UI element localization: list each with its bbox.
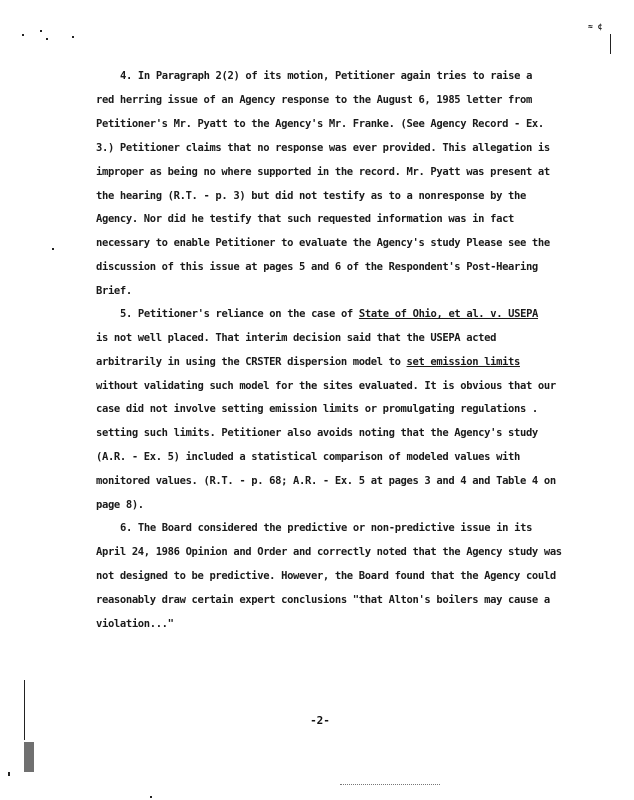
paragraph-5-line-9: page 8). bbox=[96, 499, 144, 511]
emphasis-set-emission-limits: set emission limits bbox=[406, 356, 520, 368]
right-edge-tick bbox=[610, 34, 611, 54]
scan-speck bbox=[22, 34, 24, 36]
paragraph-5-line-1 bbox=[120, 308, 580, 320]
scan-speck bbox=[150, 796, 152, 798]
paragraph-4-line-2: red herring issue of an Agency response to the August 6, 1985 letter from bbox=[96, 94, 532, 106]
paragraph-4-line-5: improper as being no where supported in the record. Mr. Pyatt was present at bbox=[96, 166, 550, 178]
paragraph-4-line-4: 3.) Petitioner claims that no response was ever provided. This allegation is bbox=[96, 142, 550, 154]
paragraph-6-line-5: violation..." bbox=[96, 618, 174, 630]
header-mark: ≈ ¢ bbox=[588, 22, 603, 31]
paragraph-4-line-7: Agency. Nor did he testify that such requested information was in fact bbox=[96, 213, 515, 225]
paragraph-5-lead: 5. Petitioner's reliance on the case of bbox=[120, 308, 359, 320]
paragraph-4-line-9: discussion of this issue at pages 5 and 6 of the Respondent's Post-Hearing bbox=[96, 261, 538, 273]
paragraph-5-line-4: without validating such model for the sites evaluated. It is obvious that our bbox=[96, 380, 556, 392]
paragraph-5-line-8: monitored values. (R.T. - p. 68; A.R. - Ex. 5 at pages 3 and 4 and Table 4 on bbox=[96, 475, 556, 487]
paragraph-4-line-3: Petitioner's Mr. Pyatt to the Agency's Mr. Franke. (See Agency Record - Ex. bbox=[96, 118, 544, 130]
paragraph-5-line-2: is not well placed. That interim decision said that the USEPA acted bbox=[96, 332, 497, 344]
left-edge-mark bbox=[24, 742, 34, 772]
paragraph-5-line-6: setting such limits. Petitioner also avoids noting that the Agency's study bbox=[96, 427, 538, 439]
paragraph-4-line-10: Brief. bbox=[96, 285, 132, 297]
scan-speck bbox=[46, 38, 48, 40]
paragraph-6-line-2: April 24, 1986 Opinion and Order and correctly noted that the Agency study was bbox=[96, 546, 562, 558]
paragraph-5-line-3-text: arbitrarily in using the CRSTER dispersion model to bbox=[96, 356, 407, 368]
paragraph-4-line-6: the hearing (R.T. - p. 3) but did not testify as to a nonresponse by the bbox=[96, 190, 526, 202]
paragraph-4-line-8: necessary to enable Petitioner to evaluate the Agency's study Please see the bbox=[96, 237, 550, 249]
scan-speck bbox=[40, 30, 42, 32]
page-number: -2- bbox=[310, 714, 330, 727]
paragraph-5-line-3 bbox=[96, 356, 556, 368]
paragraph-6-line-4: reasonably draw certain expert conclusions "that Alton's boilers may cause a bbox=[96, 594, 550, 606]
paragraph-5-line-7: (A.R. - Ex. 5) included a statistical comparison of modeled values with bbox=[96, 451, 520, 463]
case-citation: State of Ohio, et al. v. USEPA bbox=[358, 308, 539, 320]
paragraph-6-line-3: not designed to be predictive. However, the Board found that the Agency could bbox=[96, 570, 556, 582]
scan-speck bbox=[72, 36, 74, 38]
left-edge-tick bbox=[24, 680, 25, 740]
scan-speck bbox=[8, 772, 10, 776]
scan-speck bbox=[52, 248, 54, 250]
paragraph-5-line-5: case did not involve setting emission limits or promulgating regulations . bbox=[96, 403, 538, 415]
bottom-scan-dots bbox=[340, 784, 440, 785]
paragraph-6-line-1: 6. The Board considered the predictive or non-predictive issue in its bbox=[120, 522, 533, 534]
paragraph-4-line-1: 4. In Paragraph 2(2) of its motion, Petitioner again tries to raise a bbox=[120, 70, 533, 82]
